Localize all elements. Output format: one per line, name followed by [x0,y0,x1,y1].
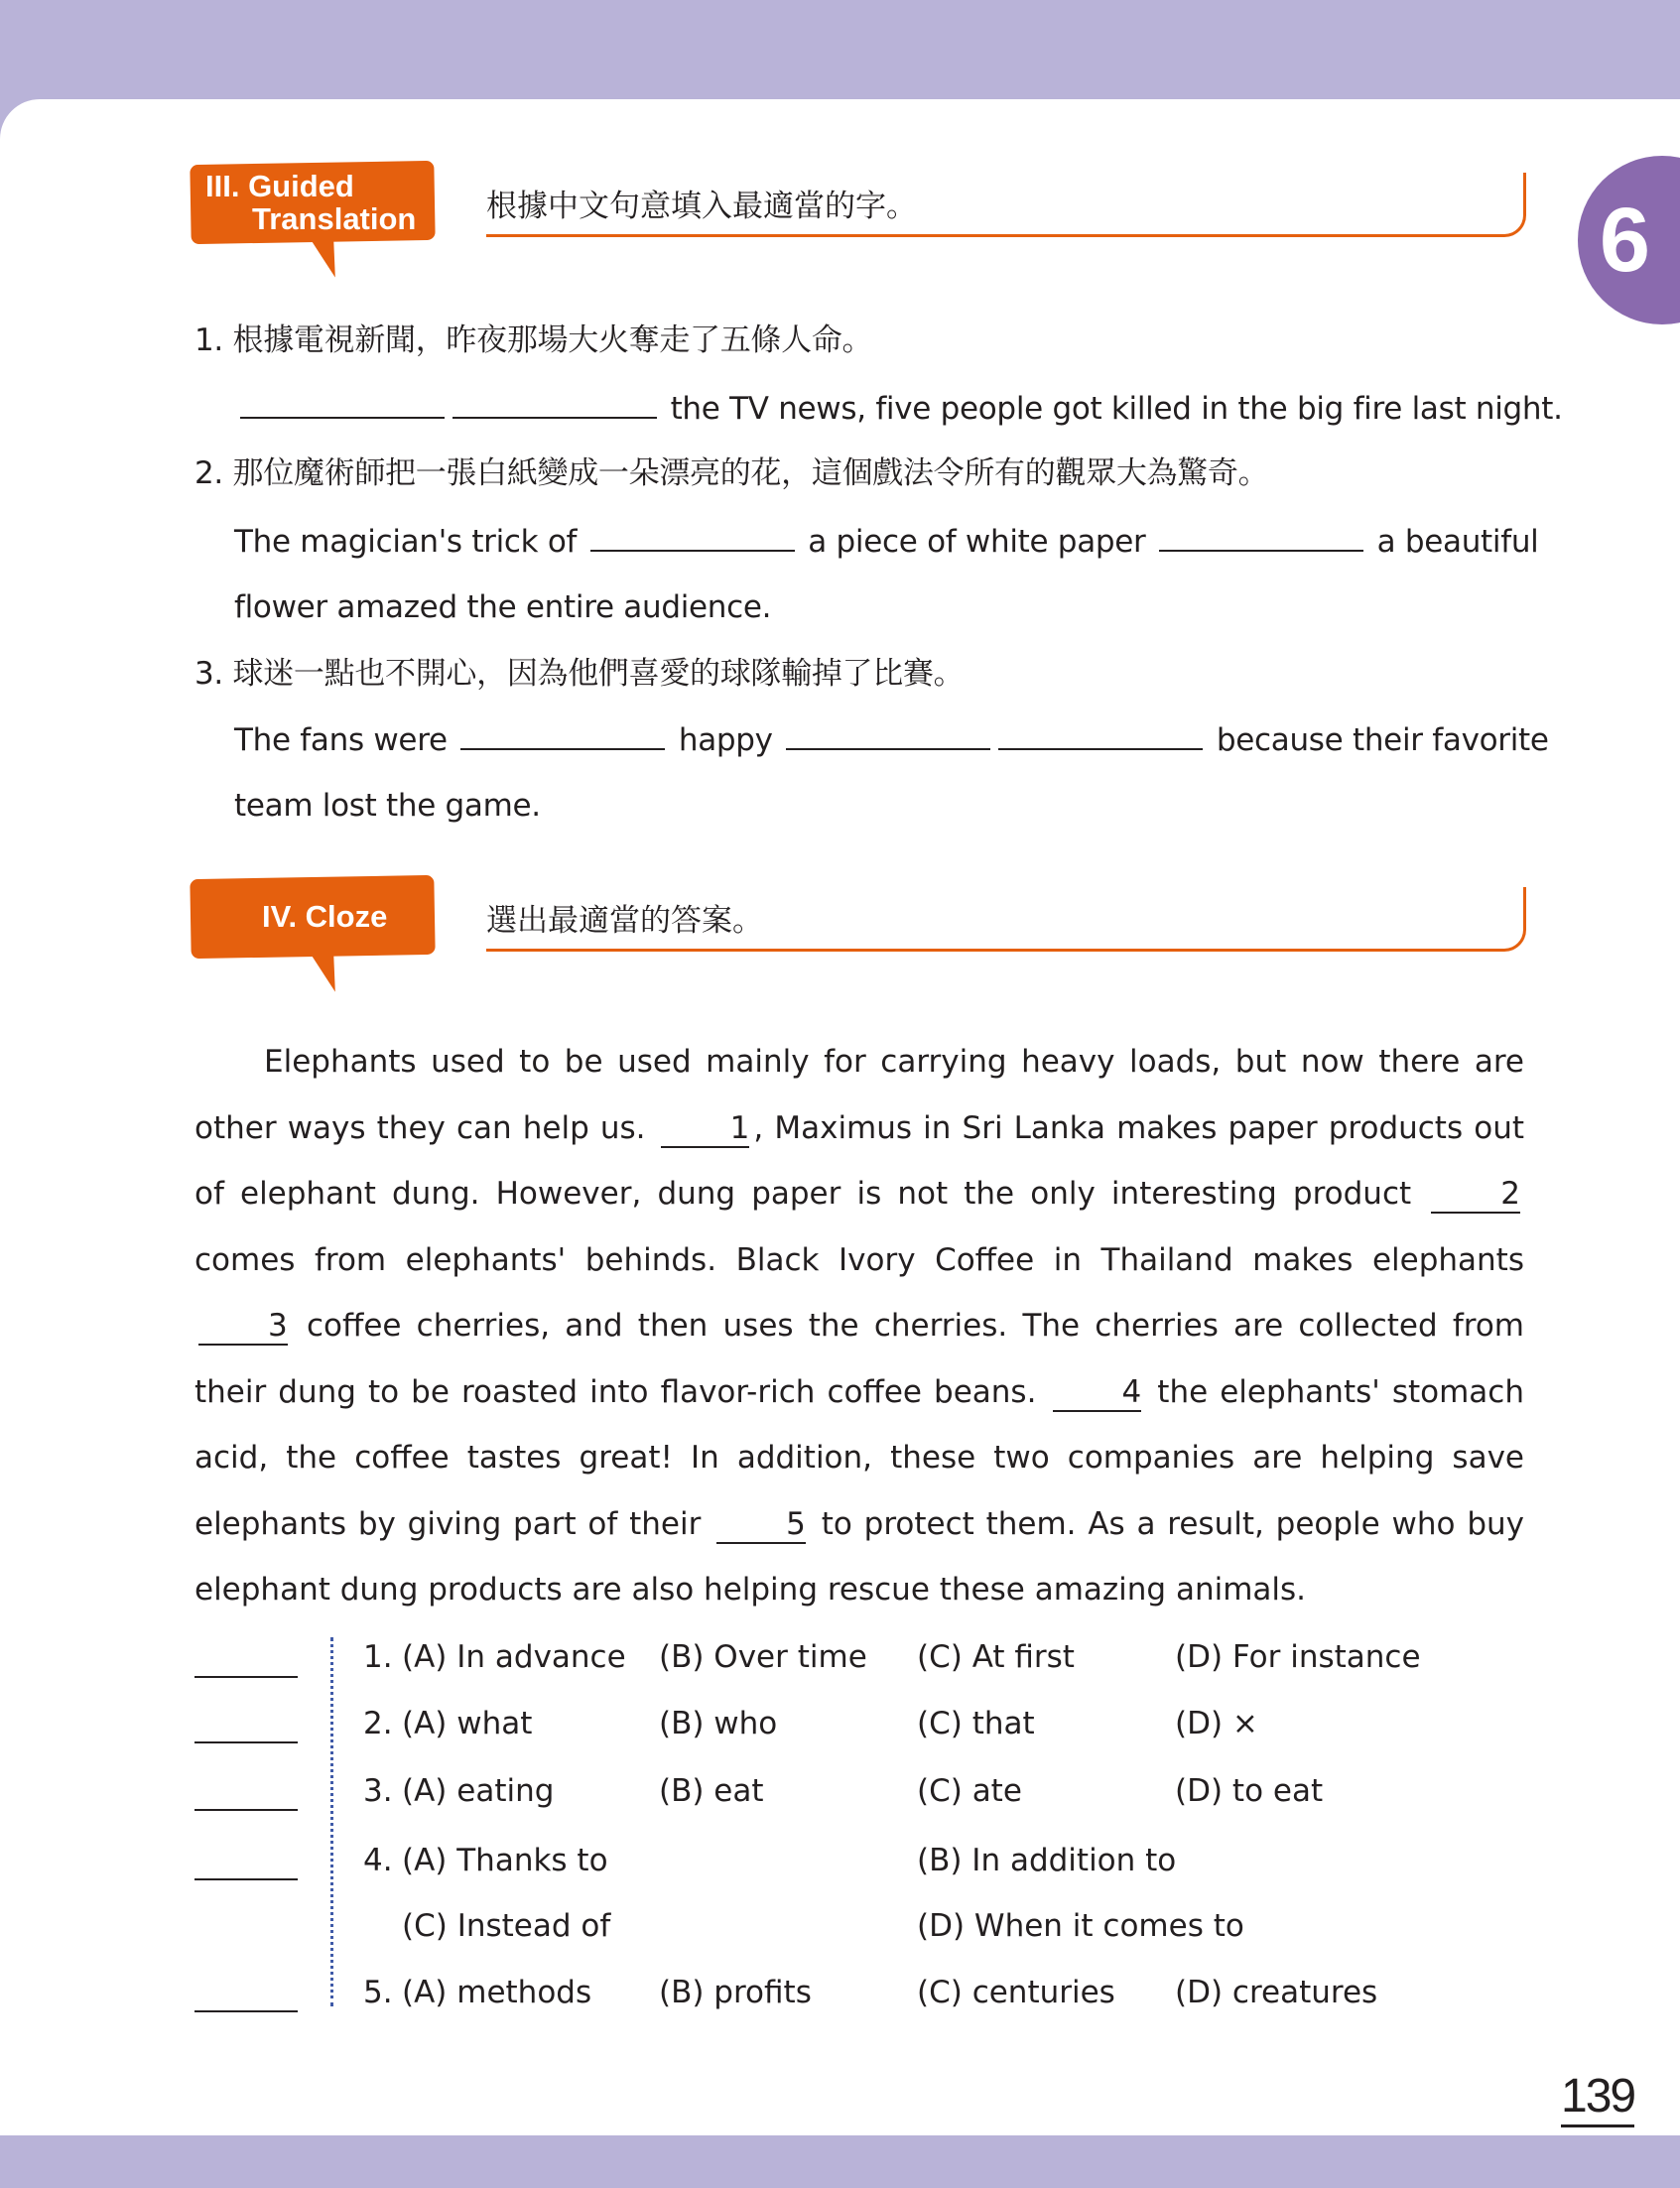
question-1-chinese: 1. 根據電視新聞，昨夜那場大火奪走了五條人命。 [194,322,873,358]
option-d: (D) to eat [1175,1773,1324,1809]
answer-blank[interactable] [452,387,657,419]
question-2-english [234,520,1539,563]
option-c: (C) Instead of [402,1908,611,1944]
passage-text: , Maximus in Sri Lanka makes paper products out of elephant dung. However, dung paper is not the only interesting product [194,1109,1524,1212]
section-instruction: 選出最適當的答案。 [486,903,763,939]
answer-line[interactable] [194,2008,298,2012]
option-b: (B) who [659,1706,778,1741]
option-b: (B) eat [659,1773,764,1809]
question-2-text-b: a piece of white paper [808,524,1146,560]
option-c: (C) centuries [917,1975,1115,2010]
question-2-text-d: flower amazed the entire audience. [234,589,772,625]
answer-blank[interactable] [786,718,990,750]
cloze-blank-2[interactable]: 2 [1431,1176,1520,1214]
dotted-divider [330,1637,333,2006]
cloze-passage [194,1029,1524,1623]
badge-text: IV. Cloze [262,899,388,934]
question-3-chinese: 3. 球迷一點也不開心，因為他們喜愛的球隊輸掉了比賽。 [194,656,965,692]
option-c: (C) At first [917,1639,1075,1675]
option-b: (B) Over time [659,1639,867,1675]
passage-text: to protect them. As a result, people who buy elephant dung products are also helping rescue these amazing animals. [194,1505,1524,1608]
passage-text: comes from elephants' behinds. Black Ivory Coffee in Thailand makes elephants [194,1241,1524,1278]
answer-line[interactable] [194,1739,298,1743]
cloze-blank-4[interactable]: 4 [1053,1374,1142,1412]
cloze-blank-5[interactable]: 5 [716,1506,806,1544]
option-number: 4. [363,1843,393,1878]
option-a: (A) In advance [402,1639,626,1675]
option-c: (C) that [917,1706,1035,1741]
question-3-text-c: because their favorite [1216,722,1549,758]
option-a: (A) what [402,1706,533,1741]
question-3-text-d: team lost the game. [234,788,541,824]
option-number: 5. [363,1975,393,2010]
answer-blank[interactable] [240,387,445,419]
section-instruction: 根據中文句意填入最適當的字。 [486,189,917,224]
question-3-english [234,718,1549,761]
question-2-text-c: a beautiful [1376,524,1539,560]
answer-blank[interactable] [460,718,665,750]
answer-line[interactable] [194,1807,298,1811]
option-b: (B) In addition to [917,1843,1177,1878]
option-number: 3. [363,1773,393,1809]
option-number: 1. [363,1639,393,1675]
option-d: (D) For instance [1175,1639,1421,1675]
passage-text: Elephants used to be used mainly for carrying heavy loads, but now there are other ways they can help us. [194,1044,1524,1146]
option-d: (D) × [1175,1706,1258,1741]
option-a: (A) Thanks to [402,1843,608,1878]
badge-text-line2: Translation [252,201,417,236]
option-c: (C) ate [917,1773,1022,1809]
answer-blank[interactable] [1159,520,1363,552]
question-2-chinese: 2. 那位魔術師把一張白紙變成一朵漂亮的花，這個戲法令所有的觀眾大為驚奇。 [194,455,1269,491]
question-1-english [236,387,1563,430]
option-a: (A) eating [402,1773,555,1809]
passage-text: the elephants' stomach acid, the coffee tastes great! In addition, these two companies are helping save elephants by giving part of their [194,1373,1525,1542]
cloze-blank-3[interactable]: 3 [198,1308,288,1346]
option-a: (A) methods [402,1975,592,2010]
answer-blank[interactable] [590,520,795,552]
answer-line[interactable] [194,1674,298,1678]
answer-blank[interactable] [998,718,1203,750]
passage-text: coffee cherries, and then uses the cherries. The cherries are collected from their dung to be roasted into flavor-rich coffee beans. [194,1308,1524,1410]
chapter-number: 6 [1599,190,1651,291]
option-b: (B) profits [659,1975,812,2010]
option-d: (D) creatures [1175,1975,1378,2010]
question-2-text-a: The magician's trick of [234,524,578,560]
question-3-text-a: The fans were [234,722,448,758]
option-d: (D) When it comes to [917,1908,1244,1944]
cloze-blank-1[interactable]: 1 [661,1110,750,1148]
option-number: 2. [363,1706,393,1741]
section-header-cloze [191,877,1525,1006]
page-number: 139 [1561,2069,1634,2127]
badge-text-line1: III. Guided [205,169,354,203]
answer-line[interactable] [194,1876,298,1880]
question-3-text-b: happy [678,722,773,758]
question-1-text: the TV news, five people got killed in the big fire last night. [670,391,1563,427]
section-header-guided-translation [191,163,1525,292]
